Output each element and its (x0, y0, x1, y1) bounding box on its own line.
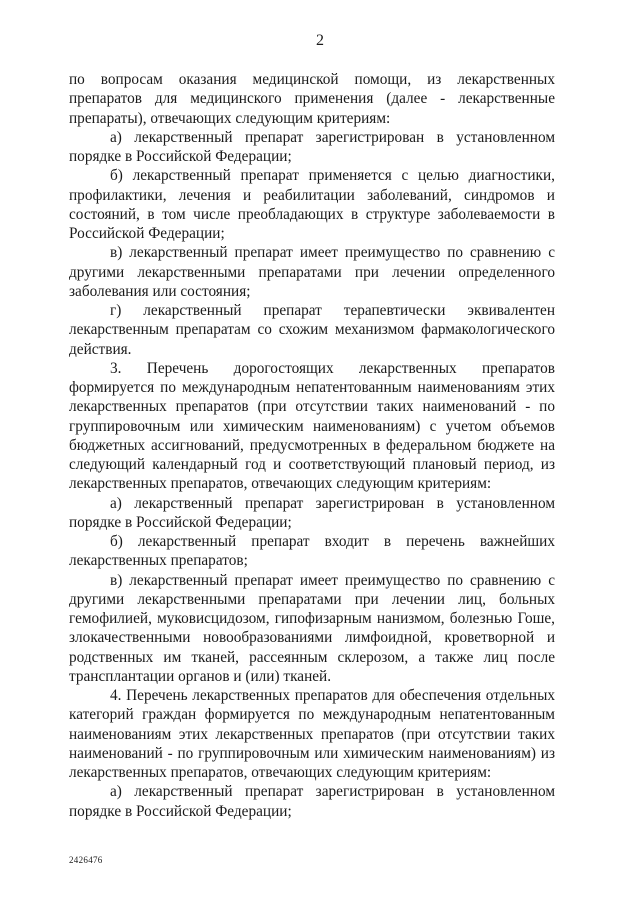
paragraph: а) лекарственный препарат зарегистрирован в установленном порядке в Российской Федерации; (69, 494, 555, 531)
paragraph: а) лекарственный препарат зарегистрирован в установленном порядке в Российской Федерации; (69, 128, 555, 165)
document-body (69, 70, 555, 821)
page-number: 2 (316, 32, 324, 49)
paragraph: б) лекарственный препарат применяется с целью диагностики, профилактики, лечения и реабилитации заболеваний, синдромов и состояний, в том числе преобладающих в структуре заболеваемости в Российской Федерации; (69, 167, 555, 242)
paragraph: а) лекарственный препарат зарегистрирован в установленном порядке в Российской Федерации; (69, 783, 555, 820)
paragraph: в) лекарственный препарат имеет преимущество по сравнению с другими лекарственными препаратами при лечении определенного заболевания или состояния; (69, 244, 555, 300)
paragraph: г) лекарственный препарат терапевтически эквивалентен лекарственным препаратам со схожим механизмом фармакологического действия. (69, 302, 555, 358)
document-code: 2426476 (69, 855, 103, 865)
paragraph: 4. Перечень лекарственных препаратов для обеспечения отдельных категорий граждан формируется по международным непатентованным наименованиям этих лекарственных препаратов (при отсутствии таких наименований - по группировочным или химическим наименованиям) из лекарственных препаратов, отвечающих следующим критериям: (69, 687, 555, 781)
paragraph: в) лекарственный препарат имеет преимущество по сравнению с другими лекарственными препаратами при лечении лиц, больных гемофилией, муковисцидозом, гипофизарным нанизмом, болезнью Гоше, злокачественными новообразованиями лимфоидной, кроветворной и родственных им тканей, рассеянным склерозом, а также лиц после трансплантации органов и (или) тканей. (69, 571, 555, 685)
paragraph: 3. Перечень дорогостоящих лекарственных препаратов формируется по международным непатентованным наименованиям этих лекарственных препаратов (при отсутствии таких наименований - по группировочным или химическим наименованиям) с учетом объемов бюджетных ассигнований, предусмотренных в федеральном бюджете на следующий календарный год и соответствующий плановый период, из лекарственных препаратов, отвечающих следующим критериям: (69, 359, 555, 493)
paragraph: по вопросам оказания медицинской помощи, из лекарственных препаратов для медицинского применения (далее - лекарственные препараты), отвечающих следующим критериям: (69, 71, 555, 127)
paragraph: б) лекарственный препарат входит в перечень важнейших лекарственных препаратов; (69, 533, 555, 570)
